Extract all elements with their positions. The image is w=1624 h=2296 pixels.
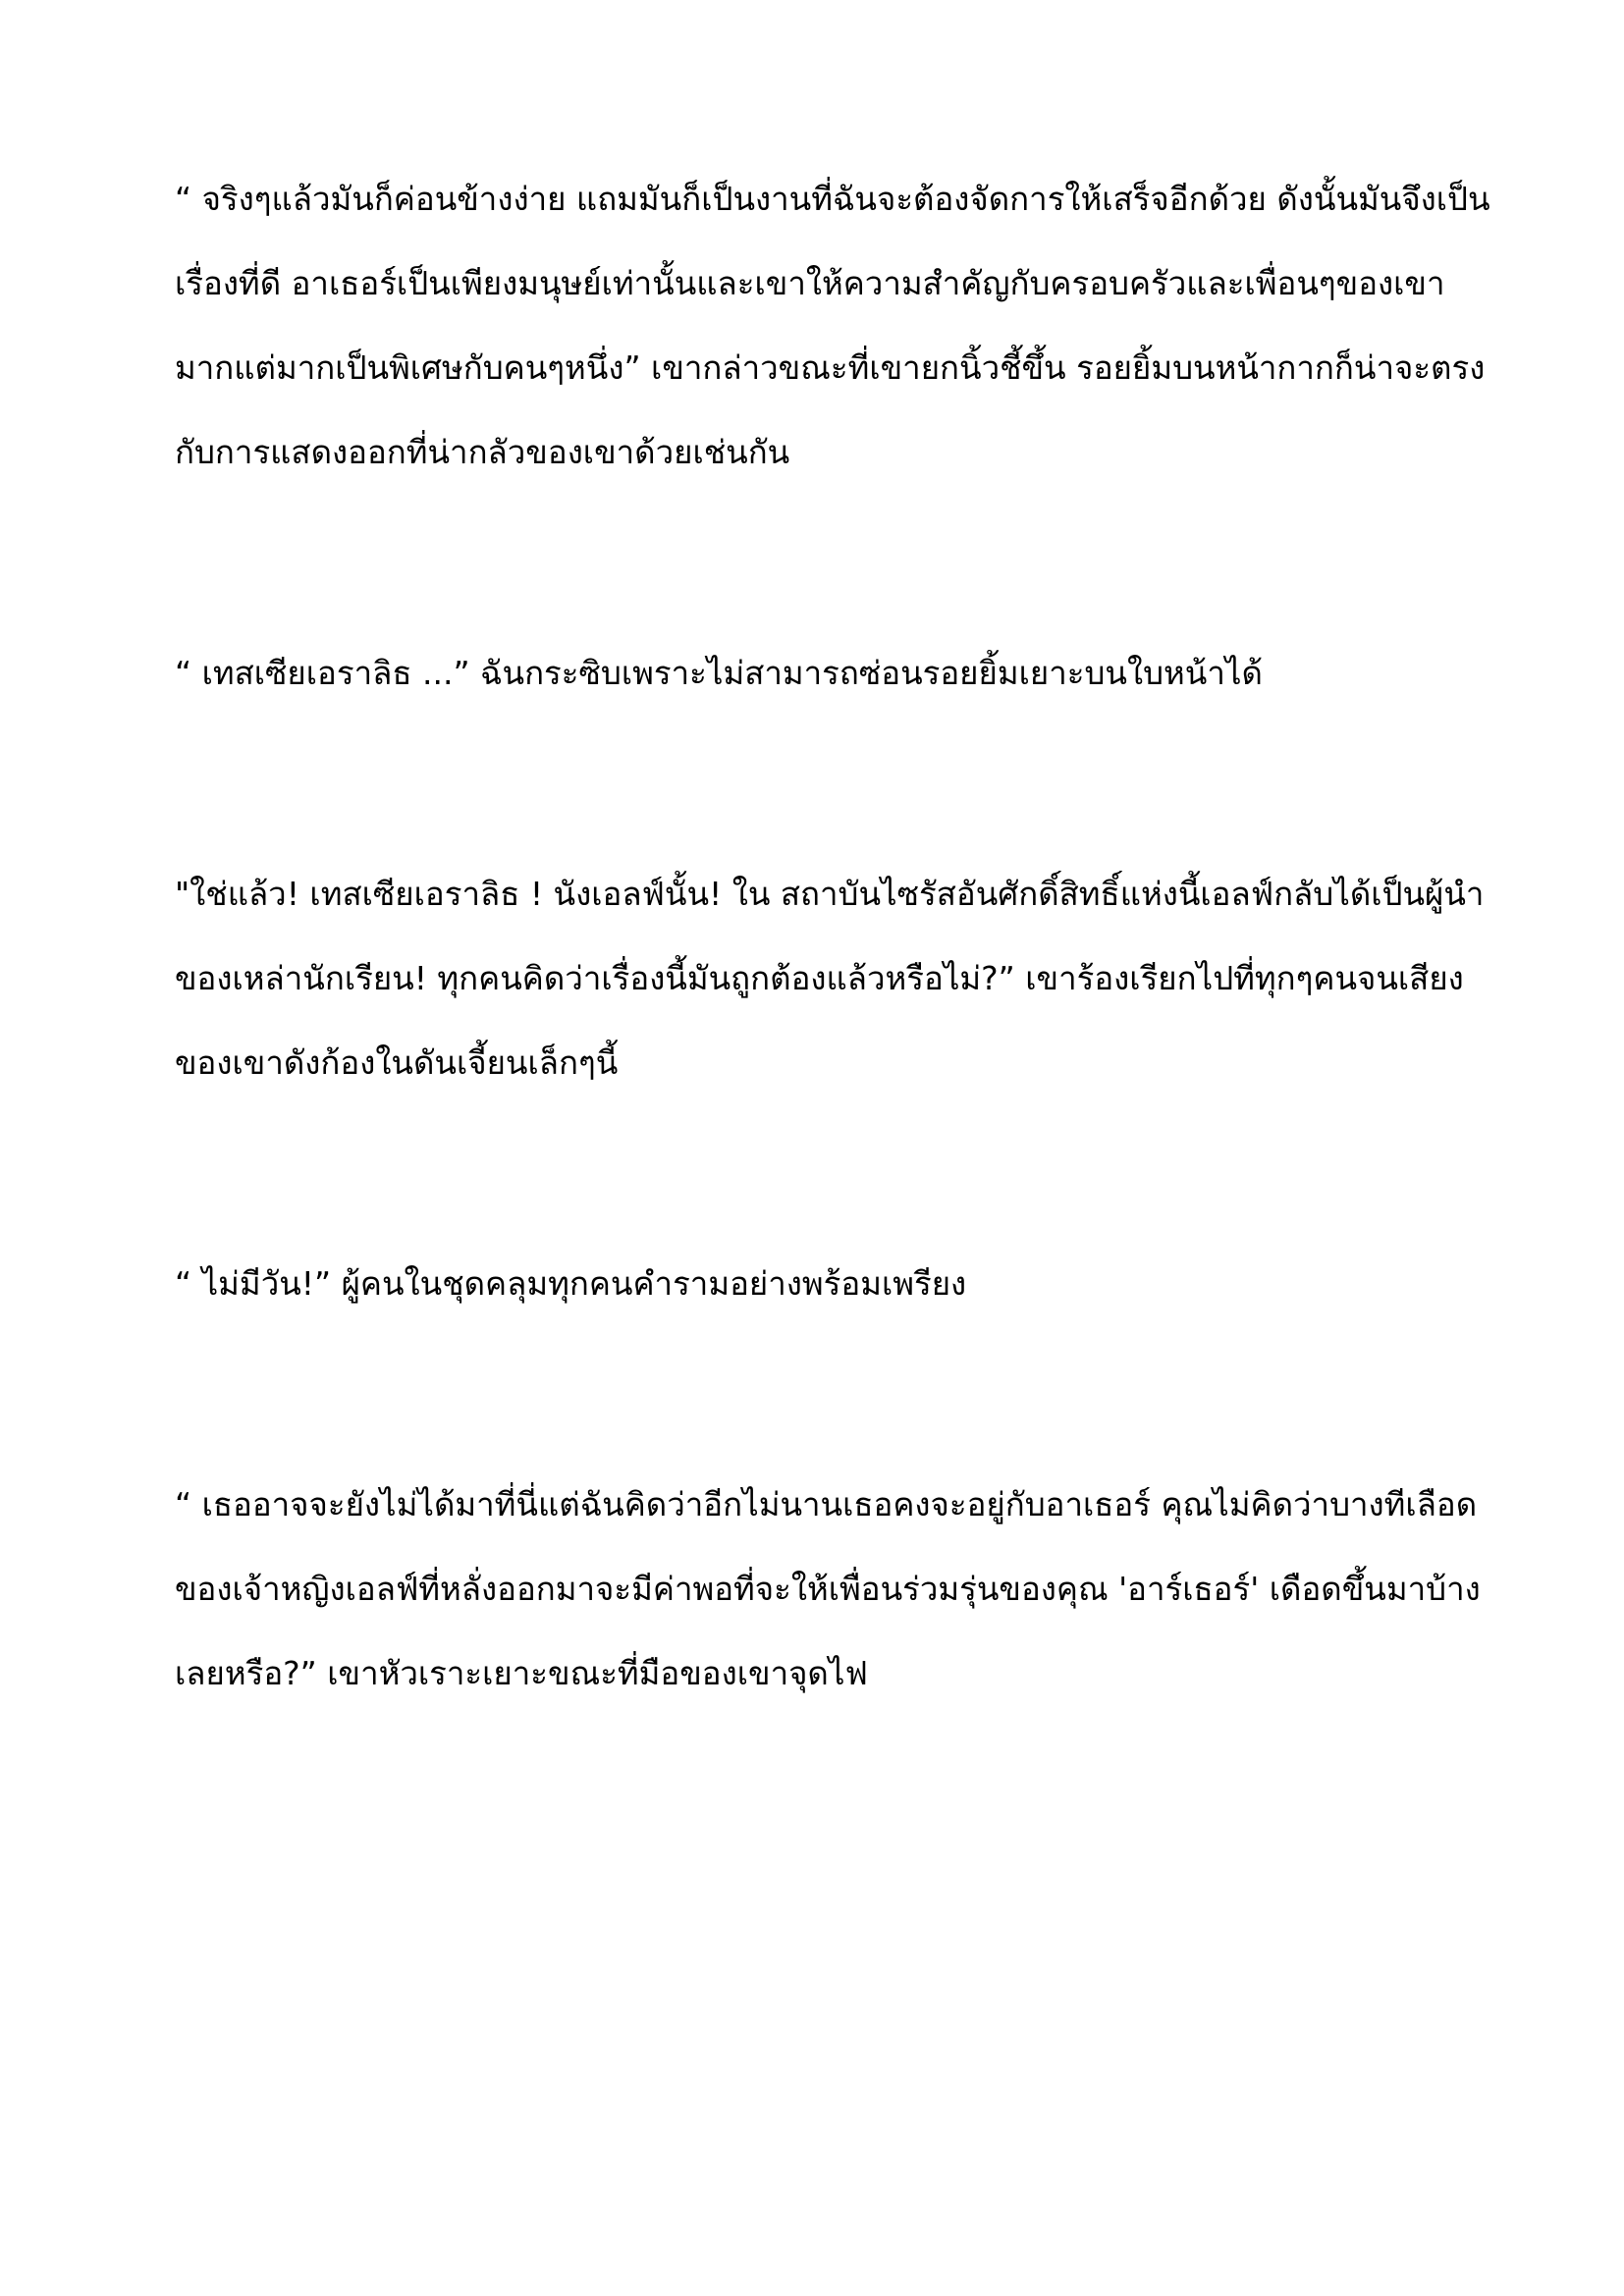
paragraph-3: "ใช่แล้ว! เทสเซียเอราลิธ ! นังเอลฟ์นั้น! ใน สถาบันไซรัสอันศักดิ์สิทธิ์แห่งนี้เอลฟ์กลับได้เป็นผู้นำของเหล่านักเรียน! ทุกคนคิดว่าเรื่องนี้มันถูกต้องแล้วหรือไม่?” เขาร้องเรียกไปที่ทุกๆคนจนเสียงของเขาดังก้องในดันเจี้ยนเล็กๆนี้ <box>175 875 1485 1082</box>
paragraph-4: “ ไม่มีวัน!” ผู้คนในชุดคลุมทุกคนคำรามอย่างพร้อมเพรียง <box>175 1264 967 1303</box>
paragraph-2: “ เทสเซียเอราลิธ ...” ฉันกระซิบเพราะไม่สามารถซ่อนรอยยิ้มเยาะบนใบหน้าได้ <box>175 654 1263 692</box>
paragraph-5: “ เธออาจจะยังไม่ได้มาที่นี่แต่ฉันคิดว่าอีกไม่นานเธอคงจะอยู่กับอาเธอร์ คุณไม่คิดว่าบางทีเลือดของเจ้าหญิงเอลฟ์ที่หลั่งออกมาจะมีค่าพอที่จะให้เพื่อนร่วมรุ่นของคุณ 'อาร์เธอร์' เดือดขึ้นมาบ้างเลยหรือ?” เขาหัวเราะเยาะขณะที่มือของเขาจุดไฟ <box>175 1485 1481 1692</box>
paragraph-1: “ จริงๆแล้วมันก็ค่อนข้างง่าย แถมมันก็เป็นงานที่ฉันจะต้องจัดการให้เสร็จอีกด้วย ดังนั้นมันจึงเป็นเรื่องที่ดี อาเธอร์เป็นเพียงมนุษย์เท่านั้นและเขาให้ความสำคัญกับครอบครัวและเพื่อนๆของเขามากแต่มากเป็นพิเศษกับคนๆหนึ่ง” เขากล่าวขณะที่เขายกนิ้วชี้ขึ้น รอยยิ้มบนหน้ากากก็น่าจะตรงกับการแสดงออกที่น่ากลัวของเขาด้วยเช่นกัน <box>175 180 1490 471</box>
